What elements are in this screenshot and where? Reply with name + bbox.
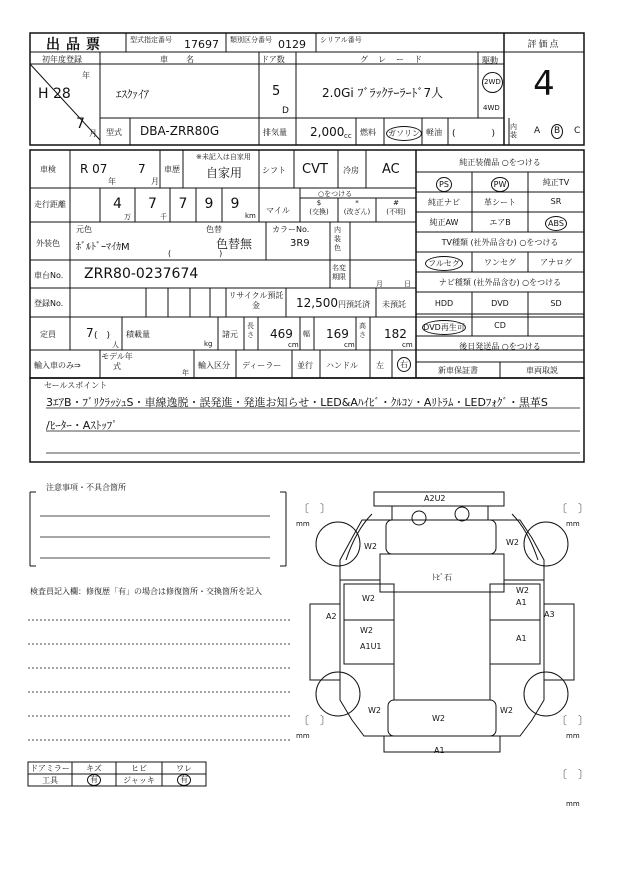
load-label: 積載量 <box>126 330 150 339</box>
shift-value: CVT <box>302 162 328 177</box>
equip-abs <box>528 216 584 231</box>
len-label: 長さ <box>247 322 254 339</box>
shaken-month: 月 <box>151 177 159 186</box>
unknown-caption: (不明) <box>386 208 406 216</box>
legend-tools-yes-label: 有 <box>87 774 101 786</box>
first-reg-month: 7 <box>76 116 85 132</box>
later-title: 後日発送品 ○をつける <box>459 342 541 351</box>
color-change: 色替無 <box>216 237 253 251</box>
mark-front-bumper: A2U2 <box>424 494 446 503</box>
shaken-year: 年 <box>108 177 116 186</box>
mark-front-right-fender: W2 <box>506 538 519 547</box>
first-reg-year-label: 年 <box>82 71 90 80</box>
drive-2wd: 2WD <box>482 72 503 93</box>
tread-fr-unit: mm <box>566 520 580 528</box>
equipment-title: 純正装備品 ○をつける <box>459 158 541 167</box>
fuel-gasoline <box>386 126 422 141</box>
handle-label: ハンドル <box>326 361 358 370</box>
navi-cd: CD <box>494 321 506 330</box>
equip-aw: 純正AW <box>429 218 459 227</box>
model-label: 型式 <box>106 128 122 137</box>
meihen-month: 月 <box>376 280 383 288</box>
mileage-digit-5: 9 <box>230 196 240 212</box>
displacement-unit: cc <box>344 132 352 140</box>
chassis-value: ZRR80-0237674 <box>84 266 199 282</box>
legend-crack: ヒビ <box>131 764 147 773</box>
fuel-label: 燃料 <box>360 128 376 137</box>
first-reg-year: H 28 <box>38 86 71 102</box>
navi-dvd: DVD <box>491 299 509 308</box>
interior-color-label: 内装色 <box>334 226 341 252</box>
displacement-value: 2,000 <box>310 125 345 139</box>
car-name-label: 車名 <box>160 55 212 64</box>
mark-front-left-door: W2 <box>362 594 375 603</box>
drive-label: 駆動 <box>482 56 498 65</box>
cool-value: AC <box>382 162 400 177</box>
interior-label: 内装 <box>510 123 517 139</box>
dims-label: 諸元 <box>222 330 238 339</box>
mileage-digit-2: 7 <box>148 196 157 212</box>
interior-opt-b: B <box>551 124 563 139</box>
hgt-value: 182 <box>384 327 407 341</box>
dealer-label: ディーラー <box>242 361 282 370</box>
score-value: 4 <box>533 64 555 104</box>
tampered-symbol: * <box>355 199 359 207</box>
equip-abs-label: ABS <box>545 216 567 231</box>
tread-fr-close: 〕 <box>578 502 589 515</box>
mileage-label: 走行距離 <box>34 200 66 209</box>
legend-jack-yes-label: 有 <box>177 774 191 786</box>
navi-sd: SD <box>550 299 562 308</box>
tread-fl-unit: mm <box>296 520 310 528</box>
unknown-symbol: # <box>393 199 399 207</box>
sales-label: セールスポイント <box>44 381 108 390</box>
tread-spare-unit: mm <box>566 800 580 808</box>
fuel-other: ( ) <box>452 129 496 139</box>
class-no-label: 類別区分番号 <box>230 36 272 44</box>
sales-line-1: 3ｴｱB・ﾌﾞﾘｸﾗｯｼｭS・車線逸脱・誤発進・発進お知らせ・LED&Aﾊｲﾋﾞ・ｸﾙｺﾝ・Aﾘﾄﾗﾑ・LEDﾌｫｸﾞ・黒革S <box>46 396 548 409</box>
mark-rear-right-door: A1 <box>516 634 527 643</box>
load-unit: kg <box>204 340 213 348</box>
import-label: 輸入車のみ⇒ <box>34 361 81 370</box>
model-value: DBA-ZRR80G <box>140 124 220 138</box>
class-no-value: 0129 <box>278 38 306 51</box>
equip-leather: 革シート <box>484 198 516 207</box>
doors-value: 5 <box>272 84 281 99</box>
kind-no-label: 型式指定番号 <box>130 36 172 44</box>
meihen-label: 名変期限 <box>332 264 346 281</box>
recycle-value: 12,500 <box>296 296 338 310</box>
mark-front-right-door-2: A1 <box>516 598 527 607</box>
mark-rear-left-door-2: A1U1 <box>360 642 382 651</box>
tread-fl-open: 〔 <box>298 502 309 515</box>
mileage-sen: 千 <box>160 213 167 221</box>
tv-analog: アナログ <box>540 258 572 267</box>
later-warranty: 新車保証書 <box>438 366 478 375</box>
tread-rr-unit: mm <box>566 732 580 740</box>
capacity-value: 7 <box>86 326 94 340</box>
import-class-label: 輸入区分 <box>198 361 230 370</box>
model-year-unit: 年 <box>182 369 189 377</box>
tread-rl-open: 〔 <box>298 714 309 727</box>
legend-jack-yes <box>162 774 206 786</box>
colorno-label: カラーNo. <box>272 225 310 234</box>
drive-4wd: 4WD <box>483 104 500 112</box>
mileage-km: km <box>245 212 256 220</box>
tread-spare-open: 〔 <box>556 768 567 781</box>
grade-label: グレード <box>360 55 432 64</box>
kind-no-value: 17697 <box>184 38 219 51</box>
legend-jack: ジャッキ <box>123 776 155 785</box>
serial-no-label: シリアル番号 <box>320 36 362 44</box>
recycle-unit: 円預託済 <box>338 300 370 309</box>
exchange-caption: (交換) <box>309 208 329 216</box>
handle-right: 右 <box>397 357 411 372</box>
meihen-day: 日 <box>404 280 411 288</box>
wid-value: 169 <box>326 327 349 341</box>
capacity-label: 定員 <box>40 330 56 339</box>
mark-rear-bumper: A1 <box>434 746 445 755</box>
navi-dvd-play <box>416 320 472 335</box>
legend-tools: 工具 <box>42 776 58 785</box>
mark-front-left-fender: W2 <box>364 542 377 551</box>
sales-line-2: /ﾋｰﾀｰ・Aｽﾄｯﾌﾟ <box>46 419 118 432</box>
capacity-unit: 人 <box>112 341 119 349</box>
tread-rl-bracket <box>298 712 331 728</box>
interior-opt-c: C <box>574 126 581 136</box>
len-unit: cm <box>288 341 299 349</box>
legend-tools-yes <box>72 774 116 786</box>
mileage-digit-4: 9 <box>204 196 214 212</box>
tread-fr-open: 〔 <box>556 502 567 515</box>
tampered-mark <box>338 199 376 217</box>
tread-spare-close: 〕 <box>578 768 589 781</box>
mark-right-sill: A3 <box>544 610 555 619</box>
shaken-label: 車検 <box>40 165 56 174</box>
model-year-label: モデル年式 <box>101 352 133 371</box>
len-value: 469 <box>270 327 293 341</box>
equip-tv: 純正TV <box>542 178 570 187</box>
mark-front-right-door: W2 <box>516 586 529 595</box>
diesel-label: 軽油 <box>426 128 442 137</box>
later-manual: 車両取説 <box>526 366 558 375</box>
legend-door-mirror: ドアミラー <box>30 764 70 773</box>
notes-label: 注意事項・不具合箇所 <box>46 483 126 492</box>
fuel-value: ガソリン <box>386 126 422 141</box>
mark-back-door: W2 <box>432 714 445 723</box>
displacement-label: 排気量 <box>263 128 287 137</box>
capacity-paren: ( ) <box>94 331 111 341</box>
shaken-value: R 07 <box>80 162 108 176</box>
recycle-label: リサイクル預託金 <box>228 291 284 310</box>
wid-label: 幅 <box>303 330 310 338</box>
mark-hood: ﾄﾋﾞ石 <box>432 573 452 582</box>
color-orig-label: 元色 <box>76 225 92 234</box>
legend-scratch: キズ <box>86 764 102 773</box>
mark-rear-right-fender: W2 <box>500 706 513 715</box>
inspector-note: 検査員記入欄：修復歴「有」の場合は修復箇所・交換箇所を記入 <box>30 587 262 596</box>
shift-label: シフト <box>262 166 286 175</box>
equip-navi: 純正ナビ <box>428 198 460 207</box>
tread-fr-bracket <box>556 500 589 516</box>
unknown-mark <box>376 199 416 217</box>
tv-oneseg: ワンセグ <box>484 258 516 267</box>
chassis-label: 車台No. <box>34 271 64 280</box>
mileage-digit-3: 7 <box>178 196 188 212</box>
grade-value: 2.0Gi ﾌﾞﾗｯｸﾃｰﾗｰﾄﾞ7人 <box>322 86 444 100</box>
mile-label: マイル <box>266 206 290 215</box>
car-name: ｴｽｸｧｲｱ <box>116 88 149 101</box>
mileage-digit-1: 4 <box>113 196 122 212</box>
use-label: 車歴 <box>164 165 180 174</box>
tread-rr-close: 〕 <box>578 714 589 727</box>
exchange-instruction: ○をつける <box>318 190 353 198</box>
color-change-paren: ( ) <box>168 249 223 258</box>
legend-break: ワレ <box>176 764 192 773</box>
use-note: ※未記入は自家用 <box>196 153 251 161</box>
tread-rr-bracket <box>556 712 589 728</box>
mark-rear-left-door: W2 <box>360 626 373 635</box>
equip-sr: SR <box>550 197 562 206</box>
tread-rr-open: 〔 <box>556 714 567 727</box>
equip-ps <box>416 177 472 192</box>
regno-label: 登録No. <box>34 299 64 308</box>
tread-rl-unit: mm <box>296 732 310 740</box>
first-reg-month-label: 月 <box>89 129 97 138</box>
exchange-mark <box>300 199 338 217</box>
hgt-label: 高さ <box>359 322 366 339</box>
equip-airbag: エアB <box>489 218 511 227</box>
tread-fl-close: 〕 <box>320 502 331 515</box>
shaken-month-value: 7 <box>138 162 146 176</box>
equip-ps-label: PS <box>436 177 452 192</box>
color-label: 外装色 <box>36 239 60 248</box>
tampered-caption: (改ざん) <box>343 208 371 216</box>
mark-rear-left-fender: W2 <box>368 706 381 715</box>
tv-title: TV種類 (社外品含む) ○をつける <box>441 238 559 247</box>
color-orig: ﾎﾞﾙﾄﾞｰﾏｲｶM <box>76 242 130 253</box>
page-title: 出品票 <box>46 37 106 53</box>
equip-pw-label: PW <box>491 177 510 192</box>
score-label: 評価点 <box>527 40 561 50</box>
tread-fl-bracket <box>298 500 331 516</box>
color-change-label: 色替 <box>206 225 222 234</box>
tread-rl-close: 〕 <box>320 714 331 727</box>
recycle-unpaid: 未預託 <box>382 300 406 309</box>
handle-left: 左 <box>376 361 384 370</box>
navi-hdd: HDD <box>434 299 454 308</box>
use-value: 自家用 <box>206 166 243 180</box>
equip-pw <box>472 177 528 192</box>
navi-dvd-play-label: DVD再生可 <box>422 320 466 335</box>
navi-title: ナビ種類 (社外品含む) ○をつける <box>438 278 562 287</box>
tread-spare-bracket <box>556 766 589 782</box>
tv-fullseg <box>416 256 472 271</box>
parallel-label: 並行 <box>297 361 313 370</box>
cool-label: 冷房 <box>343 166 359 175</box>
tv-fullseg-label: フルセグ <box>425 256 463 271</box>
hgt-unit: cm <box>402 341 413 349</box>
first-reg-label: 初年度登録 <box>42 55 82 64</box>
doors-type: D <box>282 106 289 116</box>
colorno-value: 3R9 <box>290 238 310 249</box>
mark-left-sill: A2 <box>326 612 337 621</box>
doors-label: ドア数 <box>261 55 285 64</box>
wid-unit: cm <box>344 341 355 349</box>
interior-opt-a: A <box>534 126 541 136</box>
mileage-man: 万 <box>124 213 131 221</box>
exchange-symbol: $ <box>316 199 322 207</box>
